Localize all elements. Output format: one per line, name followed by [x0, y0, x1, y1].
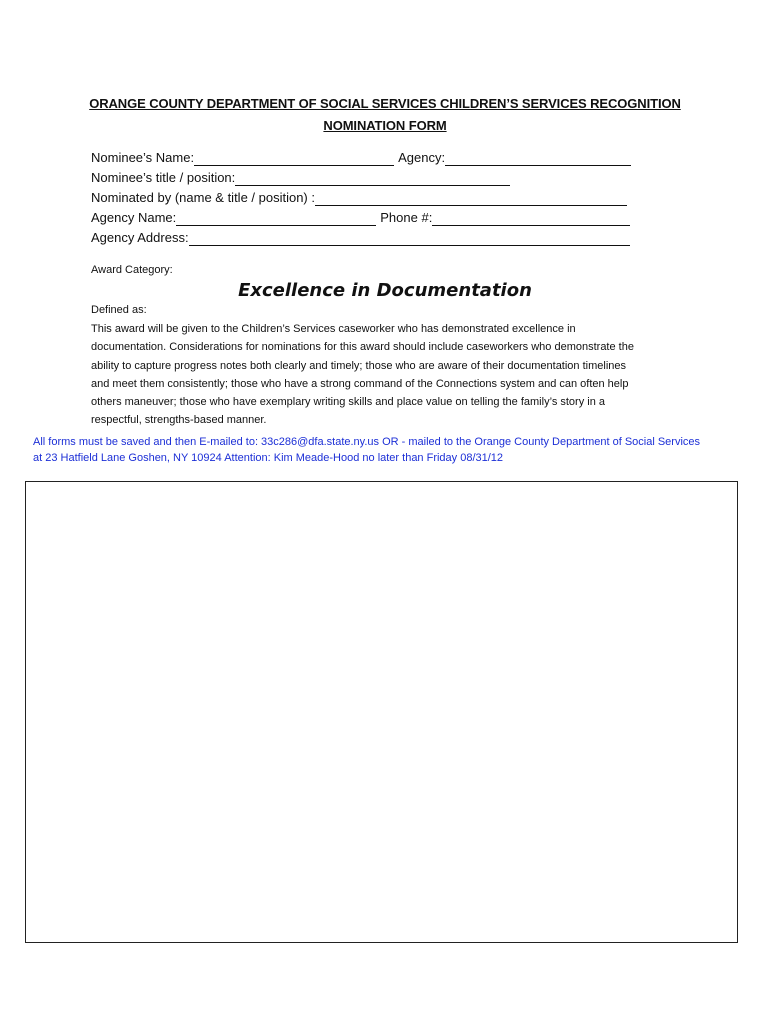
definition-line: This award will be given to the Children’s Services caseworker who has demonstrated excellence in — [91, 323, 576, 335]
award-definition — [91, 320, 681, 430]
definition-line: others maneuver; those who have exemplary writing skills and place value on telling the family’s story in a — [91, 396, 605, 409]
phone-field[interactable] — [432, 212, 630, 226]
award-category-label: Award Category: — [91, 264, 173, 276]
nominee-name-field[interactable] — [194, 152, 394, 166]
definition-line: and meet them consistently; those who have a strong command of the Connections system and can often help — [91, 377, 629, 390]
award-category-title: Excellence in Documentation — [238, 280, 532, 301]
form-subtitle: NOMINATION FORM — [323, 118, 447, 133]
nominated-by-label: Nominated by (name & title / position) : — [91, 190, 315, 205]
nominated-by-row — [91, 190, 627, 206]
definition-line: respectful, strengths-based manner. — [91, 414, 267, 427]
nominee-title-field[interactable] — [235, 172, 510, 186]
nominee-name-label: Nominee’s Name: — [91, 150, 195, 165]
nominee-title-label: Nominee’s title / position: — [91, 170, 236, 185]
agency-address-label: Agency Address: — [91, 230, 189, 245]
agency-name-label: Agency Name: — [91, 210, 177, 225]
notice-line: All forms must be saved and then E-mailed to: 33c286@dfa.state.ny.us OR - mailed to the Orange County Department of Social Services — [33, 436, 701, 448]
form-title: ORANGE COUNTY DEPARTMENT OF SOCIAL SERVICES CHILDREN’S SERVICES RECOGNITION — [89, 96, 681, 111]
agency-label: Agency: — [398, 150, 446, 165]
agency-address-row — [91, 230, 630, 246]
agency-name-row — [91, 210, 630, 226]
notice-line: at 23 Hatfield Lane Goshen, NY 10924 Attention: Kim Meade-Hood no later than Friday 08/31/12 — [33, 452, 504, 464]
phone-label: Phone #: — [380, 210, 433, 225]
agency-name-field[interactable] — [176, 212, 376, 226]
defined-as-label: Defined as: — [91, 304, 147, 316]
definition-line: ability to capture progress notes both clearly and timely; those who are aware of their documentation timelines — [91, 359, 627, 372]
nominated-by-field[interactable] — [315, 192, 627, 206]
nominee-name-row — [91, 150, 631, 166]
definition-line: documentation. Considerations for nominations for this award should include caseworkers who demonstrate the — [91, 341, 634, 354]
agency-field[interactable] — [445, 152, 631, 166]
submission-notice — [33, 434, 738, 466]
agency-address-field[interactable] — [189, 232, 630, 246]
nominee-title-row — [91, 170, 510, 186]
nomination-text-box[interactable] — [25, 481, 738, 943]
